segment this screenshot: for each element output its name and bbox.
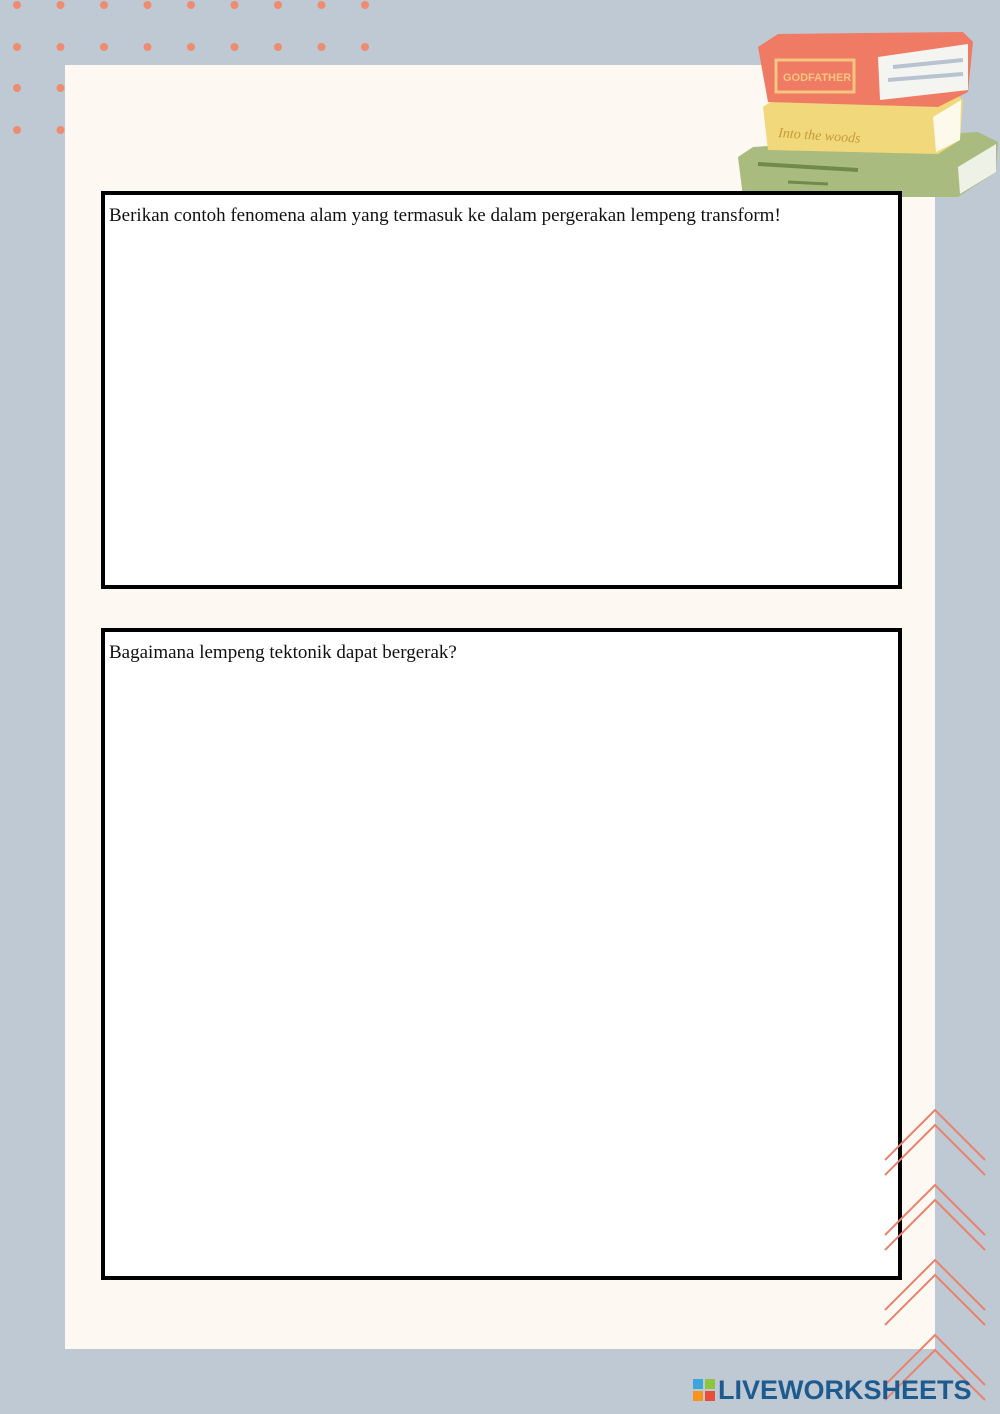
question-2-text: Bagaimana lempeng tektonik dapat bergerak? bbox=[109, 642, 457, 663]
decor-dot bbox=[318, 1, 326, 9]
decor-dot bbox=[100, 43, 108, 51]
decor-dot bbox=[144, 43, 152, 51]
decor-dot bbox=[231, 43, 239, 51]
decor-dot bbox=[361, 43, 369, 51]
decor-dot bbox=[57, 1, 65, 9]
chevron-decoration-icon bbox=[880, 1105, 990, 1405]
decor-dot bbox=[13, 126, 21, 134]
question-box-2 bbox=[101, 628, 902, 1280]
decor-dot bbox=[187, 43, 195, 51]
decor-dot bbox=[144, 1, 152, 9]
book-title-yellow: Into the woods bbox=[777, 126, 862, 147]
decor-dot bbox=[13, 1, 21, 9]
liveworksheets-brand bbox=[692, 1374, 972, 1406]
decor-dot bbox=[318, 43, 326, 51]
decor-dot bbox=[361, 1, 369, 9]
decor-dot bbox=[274, 43, 282, 51]
question-box-1 bbox=[101, 191, 902, 589]
answer-area-1[interactable] bbox=[105, 235, 898, 585]
decor-dot bbox=[57, 126, 65, 134]
decor-dot bbox=[274, 1, 282, 9]
decor-dot bbox=[57, 43, 65, 51]
book-title-red: GODFATHER bbox=[783, 72, 852, 84]
answer-area-2[interactable] bbox=[105, 672, 898, 1276]
decor-dot bbox=[100, 1, 108, 9]
decor-dot bbox=[231, 1, 239, 9]
liveworksheets-logo-icon bbox=[692, 1378, 716, 1402]
decor-dot bbox=[13, 84, 21, 92]
books-illustration bbox=[728, 22, 1000, 202]
decor-dot bbox=[187, 1, 195, 9]
question-1-text: Berikan contoh fenomena alam yang termasuk ke dalam pergerakan lempeng transform! bbox=[109, 205, 781, 226]
brand-name: LIVEWORKSHEETS bbox=[718, 1374, 972, 1405]
decor-dot bbox=[57, 84, 65, 92]
decor-dot bbox=[13, 43, 21, 51]
